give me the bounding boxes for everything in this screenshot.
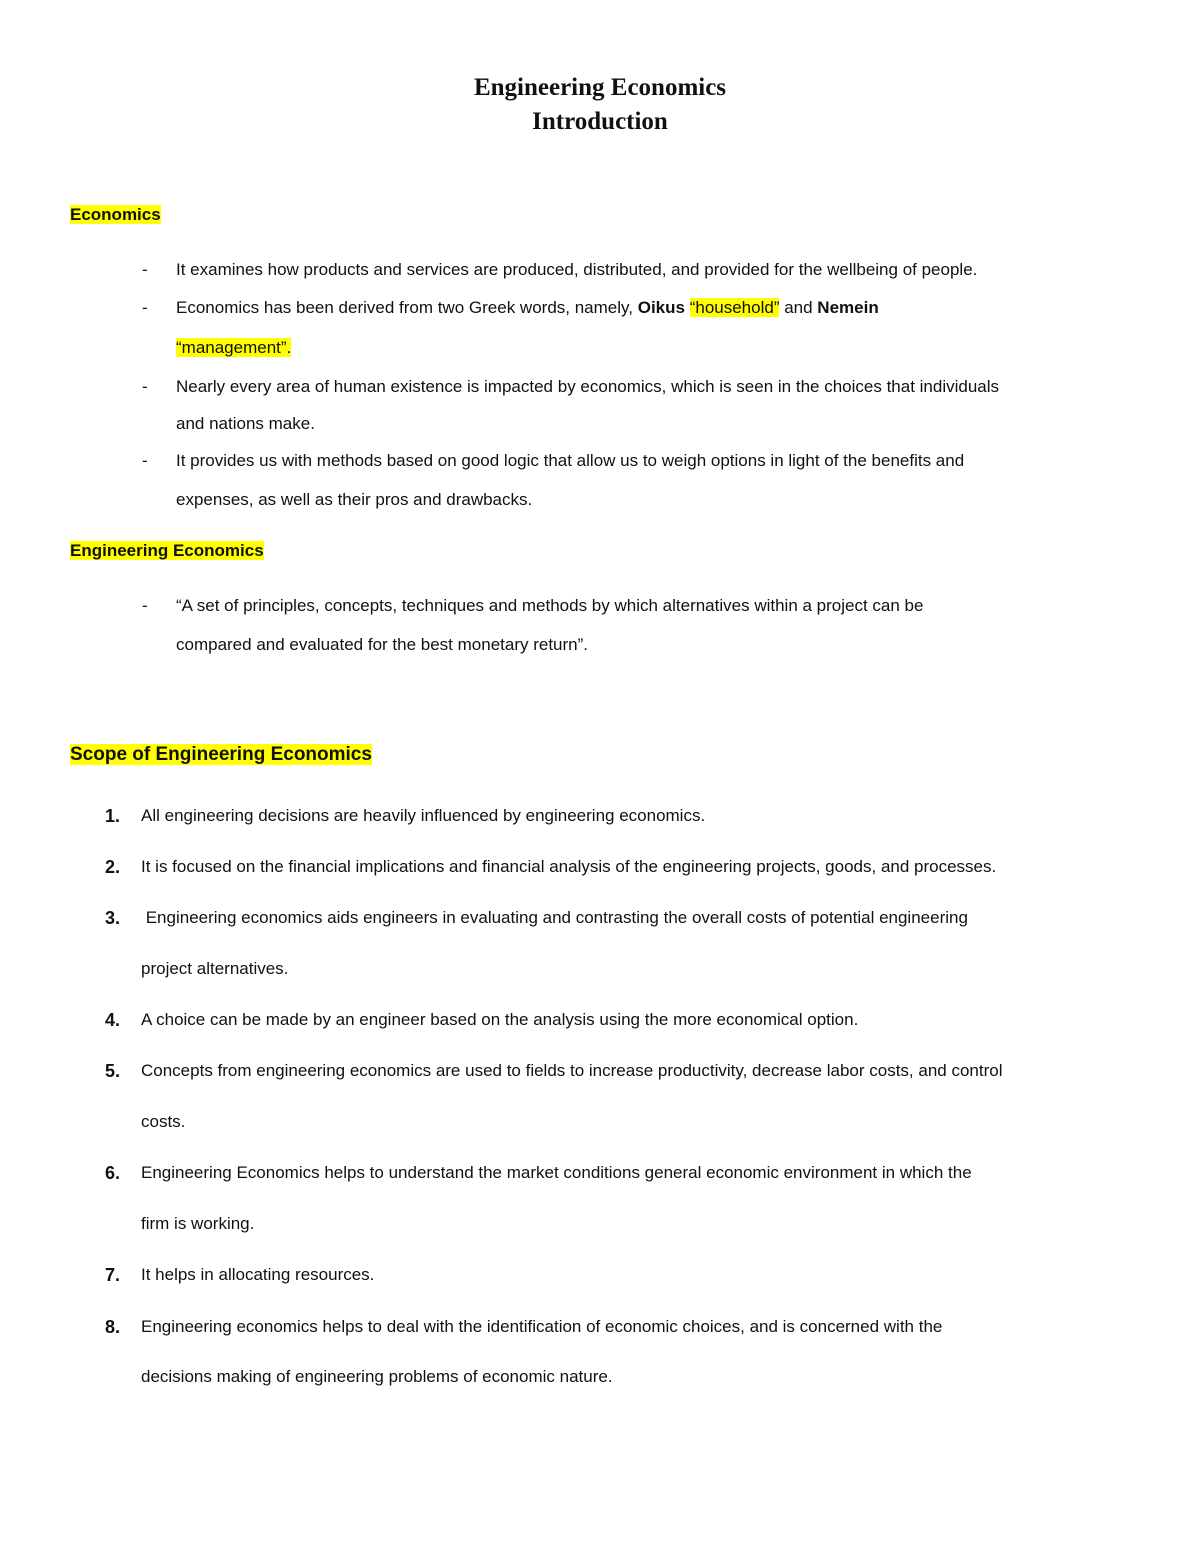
list-number: 6.	[105, 1163, 121, 1183]
list-number: 8.	[105, 1317, 121, 1337]
scope-item-6-cont: firm is working.	[141, 1214, 255, 1233]
scope-item-3: Engineering economics aids engineers in evaluating and contrasting the overall costs of potential engineering	[141, 908, 968, 927]
document-subtitle: Introduction	[532, 108, 668, 135]
list-number: 3.	[105, 908, 121, 928]
list-number: 2.	[105, 857, 121, 877]
bullet-dash: -	[142, 298, 148, 317]
scope-item-8-cont: decisions making of engineering problems of economic nature.	[141, 1367, 613, 1386]
economics-bullet-2: Economics has been derived from two Greek words, namely, Oikus “household” and Nemein	[176, 298, 879, 317]
bullet-dash: -	[142, 377, 148, 396]
section-heading-engineering-economics: Engineering Economics	[70, 541, 264, 560]
list-number: 4.	[105, 1010, 121, 1030]
economics-bullet-1: It examines how products and services are produced, distributed, and provided for the wellbeing of people.	[176, 260, 978, 279]
economics-bullet-3-cont: and nations make.	[176, 414, 315, 433]
engineering-definition-cont: compared and evaluated for the best monetary return”.	[176, 635, 589, 654]
scope-item-8: Engineering economics helps to deal with the identification of economic choices, and is concerned with the	[141, 1317, 943, 1336]
document-title: Engineering Economics	[473, 74, 727, 101]
engineering-definition: “A set of principles, concepts, techniques and methods by which alternatives within a project can be	[176, 596, 924, 615]
bullet-dash: -	[142, 451, 148, 470]
bullet-dash: -	[142, 596, 148, 615]
section-heading-economics: Economics	[70, 205, 161, 224]
list-number: 1.	[105, 806, 121, 826]
list-number: 5.	[105, 1061, 121, 1081]
economics-bullet-3: Nearly every area of human existence is impacted by economics, which is seen in the choices that individuals	[176, 377, 1000, 396]
section-heading-scope: Scope of Engineering Economics	[70, 744, 372, 765]
bullet-dash: -	[142, 260, 148, 279]
scope-item-2: It is focused on the financial implications and financial analysis of the engineering projects, goods, and processes.	[141, 857, 997, 876]
scope-item-3-cont: project alternatives.	[141, 959, 289, 978]
list-number: 7.	[105, 1265, 121, 1285]
scope-item-1: All engineering decisions are heavily influenced by engineering economics.	[141, 806, 706, 825]
scope-item-7: It helps in allocating resources.	[141, 1265, 375, 1284]
scope-item-5: Concepts from engineering economics are used to fields to increase productivity, decrease labor costs, and control	[141, 1061, 1003, 1080]
economics-bullet-2-cont: “management”.	[176, 338, 292, 357]
scope-item-4: A choice can be made by an engineer based on the analysis using the more economical option.	[141, 1010, 859, 1029]
economics-bullet-4: It provides us with methods based on good logic that allow us to weigh options in light of the benefits and	[176, 451, 965, 470]
scope-item-5-cont: costs.	[141, 1112, 186, 1131]
scope-item-6: Engineering Economics helps to understand the market conditions general economic environment in which the	[141, 1163, 972, 1182]
economics-bullet-4-cont: expenses, as well as their pros and drawbacks.	[176, 490, 533, 509]
